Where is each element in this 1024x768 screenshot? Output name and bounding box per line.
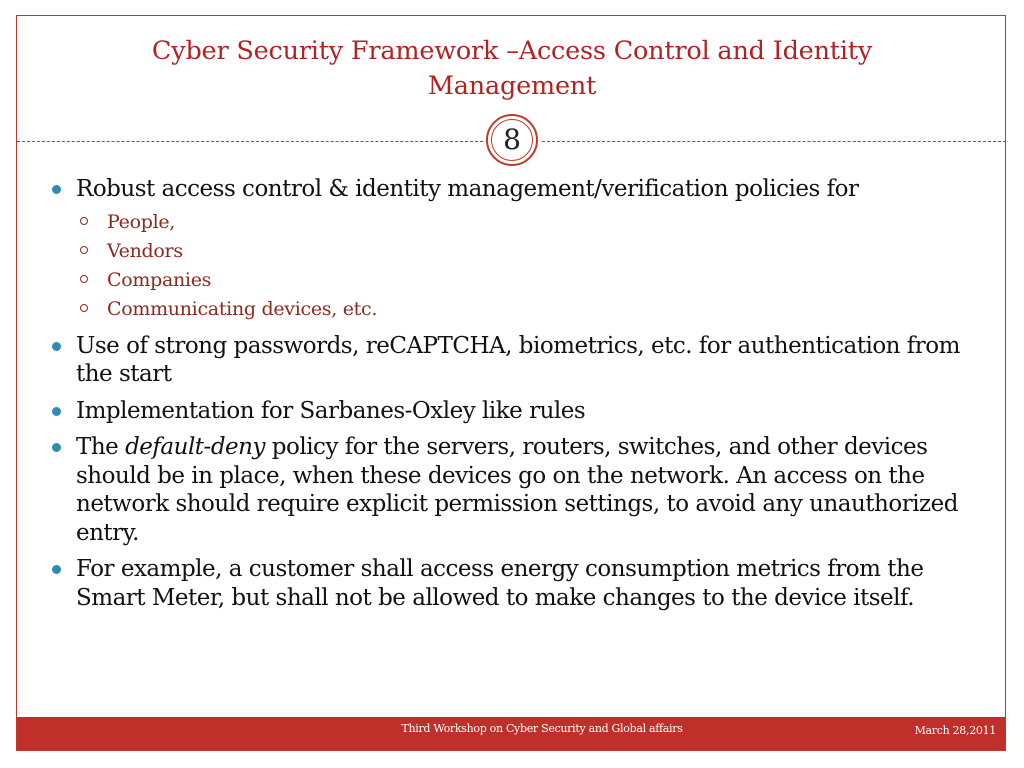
bullet-text: For example, a customer shall access energy consumption metrics from the Smart Meter, but shall not be allowed to make changes to the device itself. [76, 556, 924, 611]
sub-bullet-item [77, 237, 982, 266]
sub-bullet-text: Companies [107, 268, 212, 291]
page-number: 8 [491, 119, 533, 161]
sub-bullet-item [77, 295, 982, 324]
title-divider-left [17, 141, 483, 142]
bullet-text: Robust access control & identity management/verification policies for [76, 176, 859, 202]
slide-title: Cyber Security Framework –Access Control and Identity Management [151, 36, 873, 101]
bullet-dot-icon [52, 185, 61, 194]
sub-bullet-text: Vendors [107, 239, 183, 262]
bullet-list [52, 175, 982, 620]
ring-bullet-icon [80, 304, 88, 312]
bullet-dot-icon [52, 407, 61, 416]
sub-bullet-item [77, 266, 982, 295]
bullet-item [52, 433, 982, 547]
bullet-text-prefix: The [76, 434, 126, 460]
sub-bullet-list [76, 208, 982, 324]
bullet-text: Use of strong passwords, reCAPTCHA, biometrics, etc. for authentication from the start [76, 332, 960, 387]
sub-bullet-item [77, 208, 982, 237]
ring-bullet-icon [80, 275, 88, 283]
bullet-dot-icon [52, 342, 61, 351]
sub-bullet-text: Communicating devices, etc. [107, 297, 378, 320]
sub-bullet-text: People, [107, 210, 176, 233]
bullet-item [52, 555, 982, 612]
bullet-text: Implementation for Sarbanes-Oxley like rules [76, 397, 586, 424]
bullet-emphasis: default-deny [125, 434, 265, 460]
bullet-dot-icon [52, 443, 61, 452]
title-divider-right [542, 141, 1006, 142]
bullet-item [52, 175, 982, 324]
footer-date: March 28,2011 [914, 724, 996, 737]
footer-event-name: Third Workshop on Cyber Security and Global affairs [401, 722, 683, 735]
page-number-badge [486, 114, 538, 166]
bullet-text-suffix: policy for the servers, routers, switches, and other devices should be in place, when these devices go on the network. An access on the network should require explicit permission settings, to avoid any unauthorized entry. [76, 434, 959, 546]
bullet-item [52, 397, 982, 426]
ring-bullet-icon [80, 217, 88, 225]
bullet-dot-icon [52, 565, 61, 574]
bullet-item [52, 332, 982, 389]
footer-bar [17, 717, 1006, 750]
ring-bullet-icon [80, 246, 88, 254]
